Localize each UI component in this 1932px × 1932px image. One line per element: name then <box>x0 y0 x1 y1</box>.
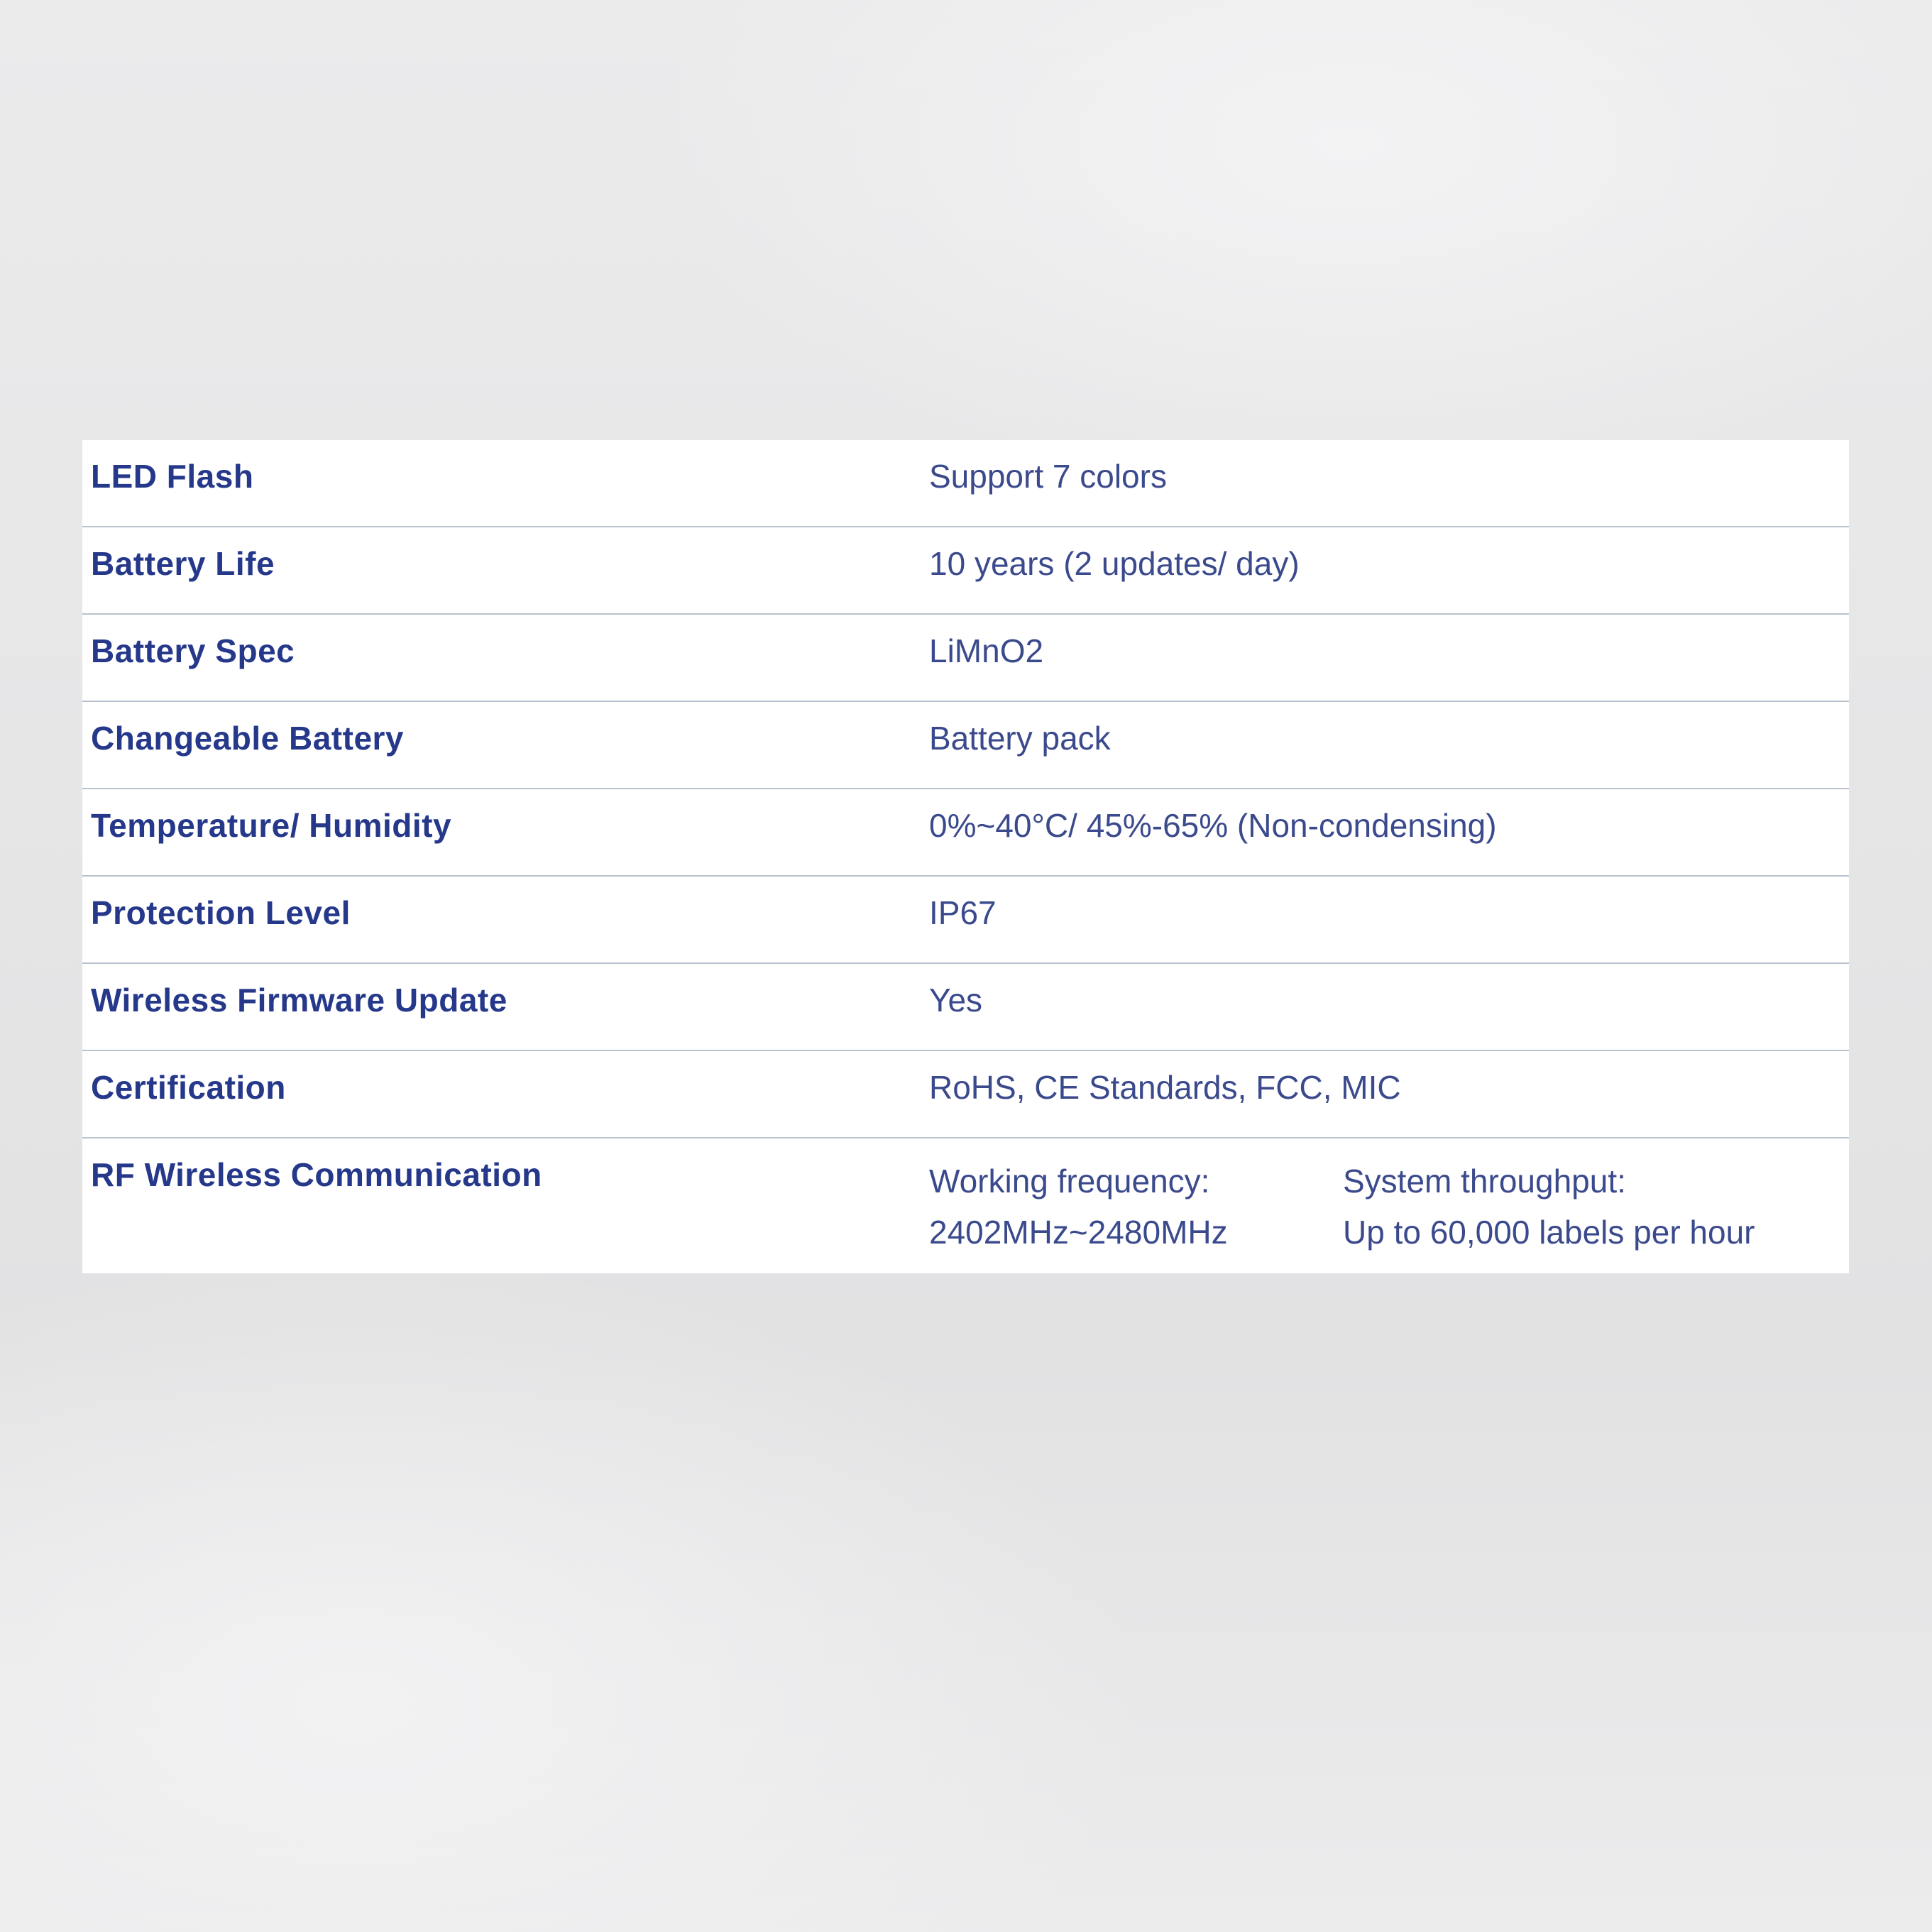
spec-label: Changeable Battery <box>91 720 405 757</box>
spec-label: Certification <box>91 1069 286 1106</box>
spec-label: RF Wireless Communication <box>91 1156 542 1193</box>
spec-label: Temperature/ Humidity <box>91 807 452 844</box>
spec-label: LED Flash <box>91 458 254 495</box>
spec-row-certification <box>82 1051 1849 1138</box>
spec-value: 10 years (2 updates/ day) <box>929 545 1300 582</box>
spec-row-rf-wireless-communication <box>82 1138 1849 1273</box>
spec-label: Protection Level <box>91 894 351 931</box>
system-throughput <box>1343 1156 1755 1258</box>
spec-row-protection-level <box>82 877 1849 964</box>
system-throughput-title: System throughput: <box>1343 1163 1626 1200</box>
working-frequency <box>929 1156 1228 1258</box>
working-frequency-title: Working frequency: <box>929 1163 1210 1200</box>
spec-value: RoHS, CE Standards, FCC, MIC <box>929 1069 1401 1106</box>
spec-row-wireless-firmware-update <box>82 964 1849 1051</box>
spec-row-changeable-battery <box>82 702 1849 789</box>
spec-table <box>82 440 1849 1273</box>
system-throughput-value: Up to 60,000 labels per hour <box>1343 1214 1755 1251</box>
spec-row-battery-life <box>82 527 1849 615</box>
spec-row-battery-spec <box>82 615 1849 702</box>
spec-label: Battery Spec <box>91 632 295 669</box>
working-frequency-value: 2402MHz~2480MHz <box>929 1214 1228 1251</box>
spec-row-temperature-humidity <box>82 789 1849 877</box>
spec-label: Wireless Firmware Update <box>91 982 507 1019</box>
spec-value: Support 7 colors <box>929 458 1167 495</box>
spec-value: Battery pack <box>929 720 1111 757</box>
spec-value: LiMnO2 <box>929 632 1044 669</box>
spec-row-led-flash <box>82 440 1849 527</box>
spec-label: Battery Life <box>91 545 275 582</box>
spec-value: IP67 <box>929 894 997 931</box>
spec-value: 0%~40°C/ 45%-65% (Non-condensing) <box>929 807 1497 844</box>
spec-value: Yes <box>929 982 983 1019</box>
